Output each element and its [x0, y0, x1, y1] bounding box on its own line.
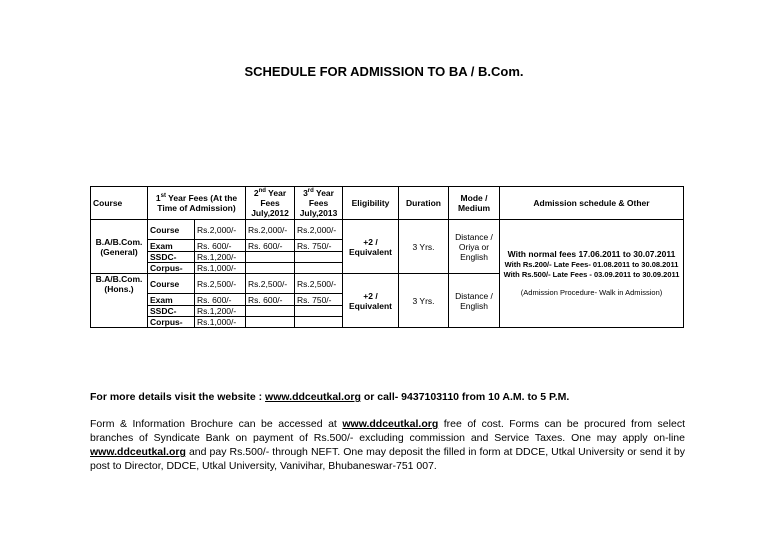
fee-label: Exam: [148, 294, 195, 306]
course-hons: B.A/B.Com. (Hons.): [91, 274, 148, 328]
fee-label: Course: [148, 274, 195, 294]
fee-second-year: [246, 252, 295, 263]
brochure-paragraph: Form & Information Brochure can be accessed at www.ddceutkal.org free of cost. Forms can be procured from select branches of Syndicate Bank on payment of Rs.500/- excluding commission and Service Taxes. One may apply on-line www.ddceutkal.org and pay Rs.500/- through NEFT. One may deposit the filled in form at DDCE, Utkal University or send it by post to Director, DDCE, Utkal University, Vanivihar, Bhubaneswar-751 007.: [90, 418, 685, 472]
fee-first-year: Rs.1,200/-: [195, 306, 246, 317]
duration-hons: 3 Yrs.: [399, 274, 449, 328]
table-row: [91, 220, 684, 240]
fee-second-year: Rs. 600/-: [246, 294, 295, 306]
fee-third-year: [295, 317, 343, 328]
table-header-row: [91, 187, 684, 220]
fee-first-year: Rs.1,200/-: [195, 252, 246, 263]
header-second-year: 2nd Year Fees July,2012: [246, 187, 295, 220]
course-general: B.A/B.Com. (General): [91, 220, 148, 274]
fee-second-year: Rs. 600/-: [246, 240, 295, 252]
fee-second-year: [246, 306, 295, 317]
eligibility-hons: +2 / Equivalent: [343, 274, 399, 328]
fee-second-year: Rs.2,500/-: [246, 274, 295, 294]
fee-label: SSDC-: [148, 252, 195, 263]
admission-late200: With Rs.200/- Late Fees- 01.08.2011 to 30.08.2011: [504, 260, 679, 269]
fee-second-year: [246, 317, 295, 328]
header-duration: Duration: [399, 187, 449, 220]
admission-late500: With Rs.500/- Late Fees - 03.09.2011 to 30.09.2011: [503, 270, 680, 279]
header-third-year: 3rd Year Fees July,2013: [295, 187, 343, 220]
fee-label: Exam: [148, 240, 195, 252]
admission-procedure: (Admission Procedure- Walk in Admission): [520, 288, 663, 297]
fee-third-year: [295, 306, 343, 317]
fee-first-year: Rs.1,000/-: [195, 263, 246, 274]
fee-third-year: Rs.2,000/-: [295, 220, 343, 240]
eligibility-general: +2 / Equivalent: [343, 220, 399, 274]
fee-third-year: [295, 252, 343, 263]
fee-third-year: [295, 263, 343, 274]
header-course: Course: [91, 187, 148, 220]
fee-third-year: Rs.2,500/-: [295, 274, 343, 294]
website-link[interactable]: www.ddceutkal.org: [265, 391, 361, 403]
fee-second-year: [246, 263, 295, 274]
fee-label: Corpus-: [148, 263, 195, 274]
duration-general: 3 Yrs.: [399, 220, 449, 274]
header-eligibility: Eligibility: [343, 187, 399, 220]
fee-third-year: Rs. 750/-: [295, 294, 343, 306]
more-details-line: For more details visit the website : www.ddceutkal.org or call- 9437103110 from 10 A.M. to 5 P.M.: [90, 391, 570, 403]
fee-first-year: Rs.1,000/-: [195, 317, 246, 328]
header-admission: Admission schedule & Other: [500, 187, 684, 220]
fee-label: Corpus-: [148, 317, 195, 328]
mode-general: Distance / Oriya or English: [449, 220, 500, 274]
mode-hons: Distance / English: [449, 274, 500, 328]
page-title: SCHEDULE FOR ADMISSION TO BA / B.Com.: [244, 64, 524, 79]
header-first-year: 1st Year Fees (At the Time of Admission): [148, 187, 246, 220]
header-mode: Mode / Medium: [449, 187, 500, 220]
admission-schedule-cell: [500, 220, 684, 328]
fee-label: SSDC-: [148, 306, 195, 317]
fee-first-year: Rs. 600/-: [195, 294, 246, 306]
admission-normal: With normal fees 17.06.2011 to 30.07.2011: [507, 249, 676, 259]
fee-first-year: Rs.2,500/-: [195, 274, 246, 294]
fee-third-year: Rs. 750/-: [295, 240, 343, 252]
fee-first-year: Rs. 600/-: [195, 240, 246, 252]
apply-online-link[interactable]: www.ddceutkal.org: [90, 446, 186, 458]
fee-second-year: Rs.2,000/-: [246, 220, 295, 240]
fee-first-year: Rs.2,000/-: [195, 220, 246, 240]
brochure-link[interactable]: www.ddceutkal.org: [342, 418, 439, 430]
fee-label: Course: [148, 220, 195, 240]
admission-schedule-table: [90, 186, 684, 328]
